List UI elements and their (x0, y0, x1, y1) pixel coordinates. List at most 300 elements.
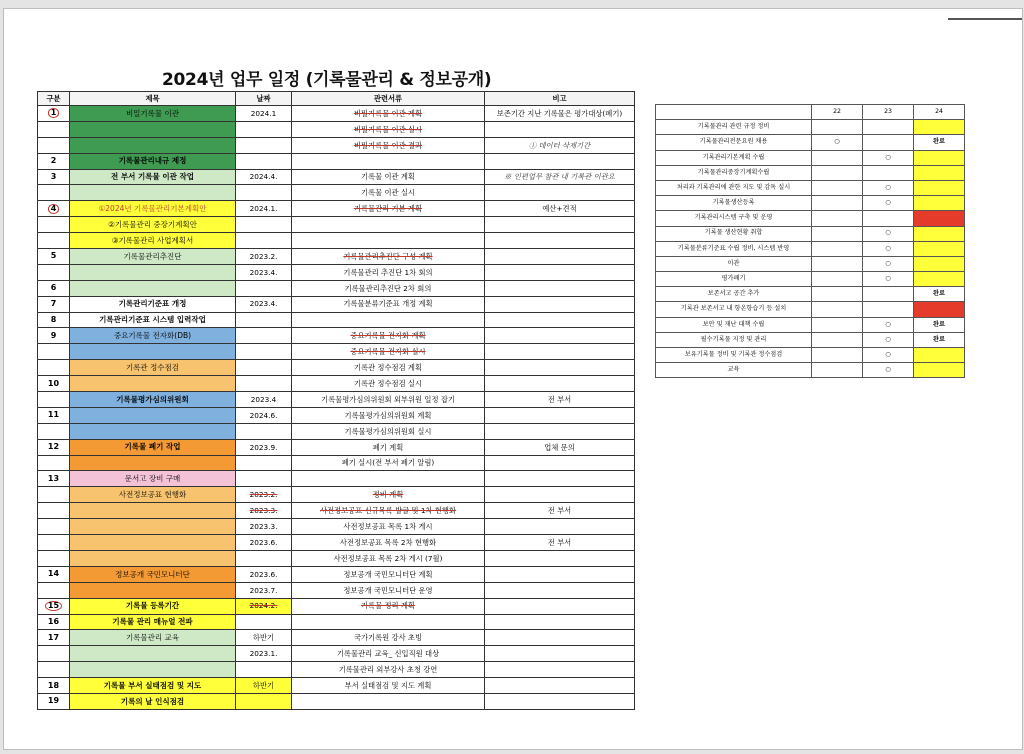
row-document-text: 사전정보공표 목록 2차 게시 (7월) (333, 553, 443, 563)
status-24 (914, 241, 965, 256)
row-document-text: 기록물관리추진단 구성 계획 (343, 251, 433, 261)
row-title-text: 문서고 장비 구매 (124, 474, 181, 484)
schedule-row (38, 296, 635, 312)
header-note: 비고 (485, 92, 635, 106)
row-document-text: 기록물 이관 계획 (361, 172, 415, 182)
row-title (70, 693, 236, 709)
row-note (485, 598, 635, 614)
row-document-text: 국가기록원 강사 초빙 (353, 633, 423, 643)
row-note (485, 392, 635, 408)
schedule-row (38, 137, 635, 153)
row-document-text: 비밀기록물 이관 계획 (353, 108, 423, 118)
row-title (70, 264, 236, 280)
row-date-text: 2023.6. (249, 569, 278, 579)
row-note (485, 614, 635, 630)
schedule-row (38, 439, 635, 455)
row-date (236, 217, 292, 233)
row-date (236, 630, 292, 646)
row-document (292, 312, 485, 328)
row-note (485, 233, 635, 249)
row-date (236, 137, 292, 153)
row-document-text: 부서 실태점검 및 지도 계획 (344, 680, 432, 690)
row-document-text: 비밀기록물 이관 실시 (353, 124, 423, 134)
row-number (38, 201, 70, 217)
row-note-text: 업체 문의 (544, 442, 575, 452)
row-date (236, 423, 292, 439)
row-document-text: 기록물관리 교육_ 신입직원 대상 (336, 649, 440, 659)
row-document (292, 646, 485, 662)
status-item: 기록물 생산현황 취합 (656, 226, 812, 241)
row-document-text: 정보공개 국민모니터단 계획 (343, 569, 433, 579)
status-item: 기록물관리 관련 규정 정비 (656, 120, 812, 135)
row-date (236, 582, 292, 598)
row-document (292, 153, 485, 169)
schedule-row (38, 280, 635, 296)
row-note (485, 535, 635, 551)
schedule-row (38, 550, 635, 566)
row-number (38, 614, 70, 630)
status-22 (812, 211, 863, 226)
status-item: 기록물관리중장기계획수립 (656, 165, 812, 180)
status-item: 처리과 기록관리에 관한 지도 및 감독 실시 (656, 180, 812, 195)
status-22 (812, 272, 863, 287)
row-title (70, 662, 236, 678)
status-24 (914, 348, 965, 363)
row-title (70, 455, 236, 471)
schedule-row (38, 312, 635, 328)
schedule-row (38, 566, 635, 582)
row-document-text: 기록물분류기준표 개정 계획 (343, 299, 433, 309)
status-row (656, 241, 965, 256)
schedule-row (38, 646, 635, 662)
status-24 (914, 302, 965, 317)
schedule-row (38, 630, 635, 646)
status-24 (914, 363, 965, 378)
row-document (292, 487, 485, 503)
row-number-text: 14 (47, 569, 60, 579)
row-date (236, 439, 292, 455)
status-header-year: 23 (863, 105, 914, 120)
row-number-text: 5 (50, 251, 57, 261)
row-document-text: 정보공개 국민모니터단 운영 (343, 585, 433, 595)
row-date (236, 296, 292, 312)
row-number-text: 18 (47, 680, 60, 690)
schedule-row (38, 106, 635, 122)
row-date (236, 169, 292, 185)
row-number (38, 217, 70, 233)
row-title (70, 280, 236, 296)
row-number (38, 630, 70, 646)
schedule-row (38, 328, 635, 344)
row-title-text: 기록물관리 교육 (125, 633, 180, 643)
row-date-text: 2023.3. (249, 506, 278, 516)
row-document (292, 630, 485, 646)
row-document (292, 519, 485, 535)
row-note-text: 예산+견적 (542, 204, 577, 214)
row-title (70, 423, 236, 439)
row-note (485, 646, 635, 662)
schedule-table (37, 91, 635, 710)
row-document (292, 249, 485, 265)
header-title: 제목 (70, 92, 236, 106)
row-number-text: 16 (47, 616, 60, 626)
status-22 (812, 180, 863, 195)
row-date (236, 678, 292, 694)
row-title-text: 기록물 폐기 작업 (124, 442, 181, 452)
status-row (656, 120, 965, 135)
row-document (292, 169, 485, 185)
row-number (38, 582, 70, 598)
row-date-text: 2023.4 (250, 394, 277, 404)
row-document (292, 678, 485, 694)
row-number (38, 392, 70, 408)
status-23 (863, 211, 914, 226)
schedule-row (38, 233, 635, 249)
row-document-text: 기록물관리 추진단 1차 회의 (343, 267, 433, 277)
row-title (70, 249, 236, 265)
row-document (292, 264, 485, 280)
status-item: 기록물분류기준표 수립 정비, 시스템 반영 (656, 241, 812, 256)
row-date-text: 2023.2. (249, 251, 278, 261)
row-number (38, 376, 70, 392)
row-number-text: 9 (50, 330, 57, 340)
row-number (38, 106, 70, 122)
row-document (292, 423, 485, 439)
row-date (236, 550, 292, 566)
row-title (70, 376, 236, 392)
row-note (485, 550, 635, 566)
row-note (485, 582, 635, 598)
row-title (70, 646, 236, 662)
status-row (656, 363, 965, 378)
schedule-row (38, 614, 635, 630)
row-date (236, 566, 292, 582)
row-document-text: 기록물 정리 계획 (361, 601, 415, 611)
row-document-text: 기록물평가심의위원회 계획 (344, 410, 432, 420)
row-title-text: 기록관 정수점검 (125, 362, 180, 372)
row-number (38, 344, 70, 360)
row-date-text: 2023.3. (249, 521, 278, 531)
row-title (70, 678, 236, 694)
row-document-text: 기록물관리 외부강사 초청 강연 (338, 664, 438, 674)
status-23: ○ (863, 272, 914, 287)
row-title-text: ②기록물관리 중장기계획안 (108, 219, 197, 229)
status-24: 완료 (914, 135, 965, 150)
status-row (656, 196, 965, 211)
row-document-text: 기록물평가심의위원회 외부위원 일정 잡기 (321, 394, 455, 404)
row-date-text: 하반기 (252, 680, 275, 690)
row-number (38, 137, 70, 153)
row-number (38, 264, 70, 280)
row-document (292, 550, 485, 566)
status-item: 기록물관리전문요원 채용 (656, 135, 812, 150)
row-title-text: 사전정보공표 현행화 (118, 490, 187, 500)
row-date (236, 233, 292, 249)
row-document-text: 폐기 실시(전 부서 폐기 알림) (341, 458, 435, 468)
row-note (485, 169, 635, 185)
row-number (38, 487, 70, 503)
row-document (292, 693, 485, 709)
schedule-row (38, 153, 635, 169)
row-date (236, 153, 292, 169)
row-number (38, 121, 70, 137)
row-title (70, 614, 236, 630)
status-22 (812, 196, 863, 211)
row-number-text: 6 (50, 283, 57, 293)
row-title-text: 비밀기록물 이관 (125, 108, 180, 118)
row-date (236, 249, 292, 265)
row-number (38, 566, 70, 582)
row-note (485, 471, 635, 487)
row-date (236, 598, 292, 614)
row-document (292, 121, 485, 137)
row-date (236, 503, 292, 519)
row-document-text: 정비 계획 (372, 490, 404, 500)
row-date (236, 646, 292, 662)
status-item: 보존서고 공간 추가 (656, 287, 812, 302)
row-number-text: 1 (48, 108, 60, 118)
row-note (485, 439, 635, 455)
status-23 (863, 287, 914, 302)
row-date (236, 360, 292, 376)
schedule-row (38, 344, 635, 360)
row-note-text: 전 부서 (547, 506, 572, 516)
row-date-text: 2024.2. (249, 601, 278, 611)
schedule-row (38, 535, 635, 551)
row-title (70, 169, 236, 185)
status-23: ○ (863, 241, 914, 256)
row-number (38, 280, 70, 296)
row-note (485, 519, 635, 535)
row-title (70, 137, 236, 153)
row-document (292, 376, 485, 392)
row-number (38, 439, 70, 455)
status-row (656, 348, 965, 363)
row-document (292, 201, 485, 217)
row-title (70, 630, 236, 646)
status-23: ○ (863, 317, 914, 332)
row-date-text: 2023.4. (249, 299, 278, 309)
status-24: 완료 (914, 332, 965, 347)
row-date (236, 328, 292, 344)
status-22 (812, 256, 863, 271)
row-date-text: 2024.1. (249, 204, 278, 214)
row-note (485, 678, 635, 694)
schedule-row (38, 582, 635, 598)
row-document (292, 392, 485, 408)
row-date (236, 519, 292, 535)
status-22 (812, 363, 863, 378)
row-title-text: 기록물 부서 실태점검 및 지도 (103, 680, 202, 690)
row-title (70, 471, 236, 487)
row-document (292, 582, 485, 598)
row-number (38, 360, 70, 376)
status-24 (914, 256, 965, 271)
status-22 (812, 302, 863, 317)
schedule-row (38, 407, 635, 423)
row-document (292, 662, 485, 678)
row-document (292, 280, 485, 296)
status-22 (812, 150, 863, 165)
status-23 (863, 165, 914, 180)
row-document (292, 503, 485, 519)
schedule-row (38, 455, 635, 471)
status-item: 기록물생산등록 (656, 196, 812, 211)
row-title (70, 535, 236, 551)
row-number-text: 4 (48, 204, 60, 214)
row-document (292, 106, 485, 122)
row-note (485, 153, 635, 169)
row-date-text: 2023.1. (249, 649, 278, 659)
row-document-text: 기록관 정수점검 실시 (353, 378, 423, 388)
status-22: ○ (812, 135, 863, 150)
row-note (485, 376, 635, 392)
status-24 (914, 120, 965, 135)
status-23: ○ (863, 332, 914, 347)
row-number (38, 646, 70, 662)
row-number-text: 11 (47, 410, 60, 420)
row-document (292, 137, 485, 153)
schedule-row (38, 662, 635, 678)
status-item: 기록관 보존서고 내 항온항습기 등 설치 (656, 302, 812, 317)
row-document (292, 328, 485, 344)
status-item: 보유기록물 정비 및 기록관 정수점검 (656, 348, 812, 363)
row-title-text: ①2024년 기록물관리기본계획안 (98, 204, 207, 214)
status-header-item (656, 105, 812, 120)
row-number-text: 12 (47, 442, 60, 452)
status-item: 기록관리시스템 구축 및 운영 (656, 211, 812, 226)
row-number-text: 8 (50, 315, 57, 325)
row-number (38, 693, 70, 709)
row-title (70, 217, 236, 233)
status-23: ○ (863, 196, 914, 211)
row-date (236, 662, 292, 678)
status-row (656, 135, 965, 150)
status-24: 완료 (914, 287, 965, 302)
row-note (485, 249, 635, 265)
row-number-text: 10 (47, 378, 60, 388)
status-header-row (656, 105, 965, 120)
status-row (656, 256, 965, 271)
row-title-text: 기록물관리추진단 (123, 251, 182, 261)
status-table (655, 104, 965, 378)
row-title (70, 439, 236, 455)
status-row (656, 317, 965, 332)
status-22 (812, 165, 863, 180)
row-title (70, 121, 236, 137)
schedule-row (38, 201, 635, 217)
row-document-text: 사전정보공표 신규목록 발굴 및 1차 현행화 (319, 506, 457, 516)
row-number-text: 15 (45, 601, 62, 611)
row-document (292, 296, 485, 312)
status-item: 이관 (656, 256, 812, 271)
row-date (236, 535, 292, 551)
row-number (38, 169, 70, 185)
row-document-text: 기록물관리 기본 계획 (353, 204, 423, 214)
row-note (485, 407, 635, 423)
row-document-text: 기록물 이관 실시 (361, 188, 415, 198)
status-23 (863, 302, 914, 317)
status-row (656, 165, 965, 180)
row-title (70, 407, 236, 423)
status-row (656, 150, 965, 165)
row-title (70, 328, 236, 344)
status-23 (863, 135, 914, 150)
row-date (236, 693, 292, 709)
status-23 (863, 120, 914, 135)
row-document (292, 185, 485, 201)
row-title-text: 기록의 날 인식점검 (120, 696, 185, 706)
schedule-row (38, 598, 635, 614)
row-note (485, 693, 635, 709)
row-title (70, 185, 236, 201)
row-title-text: 중요기록물 전자화(DB) (113, 331, 192, 341)
status-24 (914, 226, 965, 241)
row-title (70, 360, 236, 376)
header-date: 날짜 (236, 92, 292, 106)
status-23: ○ (863, 256, 914, 271)
header-category: 구분 (38, 92, 70, 106)
row-note (485, 487, 635, 503)
status-24 (914, 165, 965, 180)
row-date-text: 2023.7. (249, 585, 278, 595)
row-note (485, 344, 635, 360)
row-note (485, 503, 635, 519)
status-item: 필수기록물 지정 및 관리 (656, 332, 812, 347)
schedule-row (38, 519, 635, 535)
status-row (656, 211, 965, 226)
page-title: 2024년 업무 일정 (기록물관리 & 정보공개) (162, 70, 492, 90)
status-item: 평가폐기 (656, 272, 812, 287)
row-note (485, 264, 635, 280)
row-date-text: 하반기 (252, 633, 275, 643)
row-note (485, 423, 635, 439)
schedule-row (38, 121, 635, 137)
row-date (236, 106, 292, 122)
row-note (485, 630, 635, 646)
row-document-text: 기록관 정수점검 계획 (353, 363, 423, 373)
status-23: ○ (863, 180, 914, 195)
row-date-text: 2024.1 (250, 108, 277, 118)
row-number (38, 423, 70, 439)
row-date-text: 2023.6. (249, 537, 278, 547)
status-item: 기록관리기본계획 수립 (656, 150, 812, 165)
row-note (485, 328, 635, 344)
schedule-row (38, 503, 635, 519)
status-22 (812, 348, 863, 363)
header-documents: 관련서류 (292, 92, 485, 106)
row-number (38, 153, 70, 169)
row-date (236, 455, 292, 471)
row-note (485, 360, 635, 376)
row-number (38, 328, 70, 344)
row-note (485, 106, 635, 122)
schedule-row (38, 471, 635, 487)
row-number-text: 19 (47, 696, 60, 706)
status-row (656, 302, 965, 317)
row-title-text: 기록관리기준표 시스템 입력작업 (99, 315, 206, 325)
row-number (38, 233, 70, 249)
schedule-row (38, 392, 635, 408)
status-24 (914, 272, 965, 287)
row-note-text: 전 부서 (547, 537, 572, 547)
status-24 (914, 196, 965, 211)
scan-edge-line (948, 18, 1022, 20)
row-date (236, 614, 292, 630)
row-note (485, 137, 635, 153)
schedule-row (38, 185, 635, 201)
status-23: ○ (863, 226, 914, 241)
